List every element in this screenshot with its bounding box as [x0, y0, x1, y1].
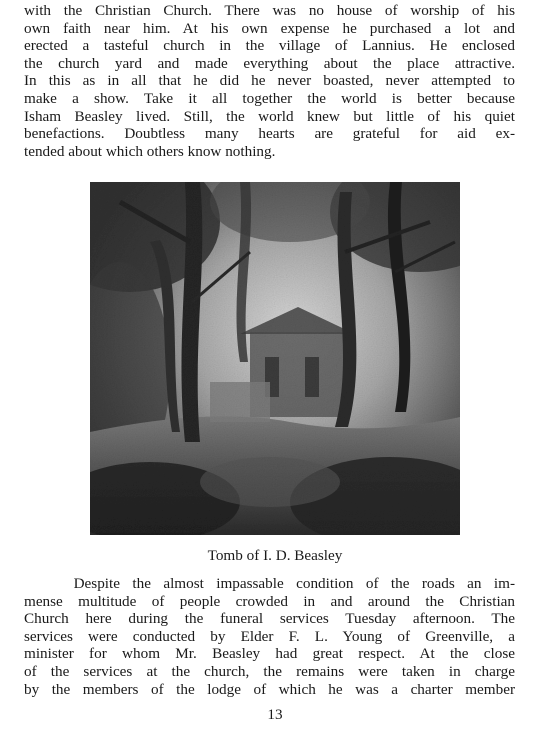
text-line: minister for whom Mr. Beasley had great respect. At the close [24, 645, 515, 663]
text-line: own faith near him. At his own expense he purchased a lot and [24, 19, 515, 37]
text-line: of the services at the church, the remains were taken in charge [24, 662, 515, 680]
text-line: In this as in all that he did he never boasted, never attempted to [24, 72, 515, 90]
text-line: the church yard and made everything about the place attractive. [24, 54, 515, 72]
page-number: 13 [267, 706, 283, 723]
text-line: erected a tasteful church in the village of Lannius. He enclosed [24, 37, 515, 55]
text-line: benefactions. Doubtless many hearts are grateful for aid ex- [24, 125, 515, 143]
text-line: with the Christian Church. There was no house of worship of his [24, 2, 515, 19]
tomb-photograph [90, 182, 460, 535]
bottom-paragraph [24, 575, 515, 698]
text-line: by the members of the lodge of which he was a charter member [24, 680, 515, 698]
text-line: Church here during the funeral services Tuesday afternoon. The [24, 610, 515, 628]
text-line: mense multitude of people crowded in and around the Christian [24, 592, 515, 610]
text-line: Isham Beasley lived. Still, the world knew but little of his quiet [24, 107, 515, 125]
text-line: Despite the almost impassable condition of the roads an im- [24, 575, 515, 592]
text-line: tended about which others know nothing. [24, 142, 276, 160]
photo-caption: Tomb of I. D. Beasley [207, 547, 343, 564]
top-paragraph [24, 2, 515, 160]
text-line: services were conducted by Elder F. L. Young of Greenville, a [24, 627, 515, 645]
text-line: make a show. Take it all together the world is better because [24, 89, 515, 107]
